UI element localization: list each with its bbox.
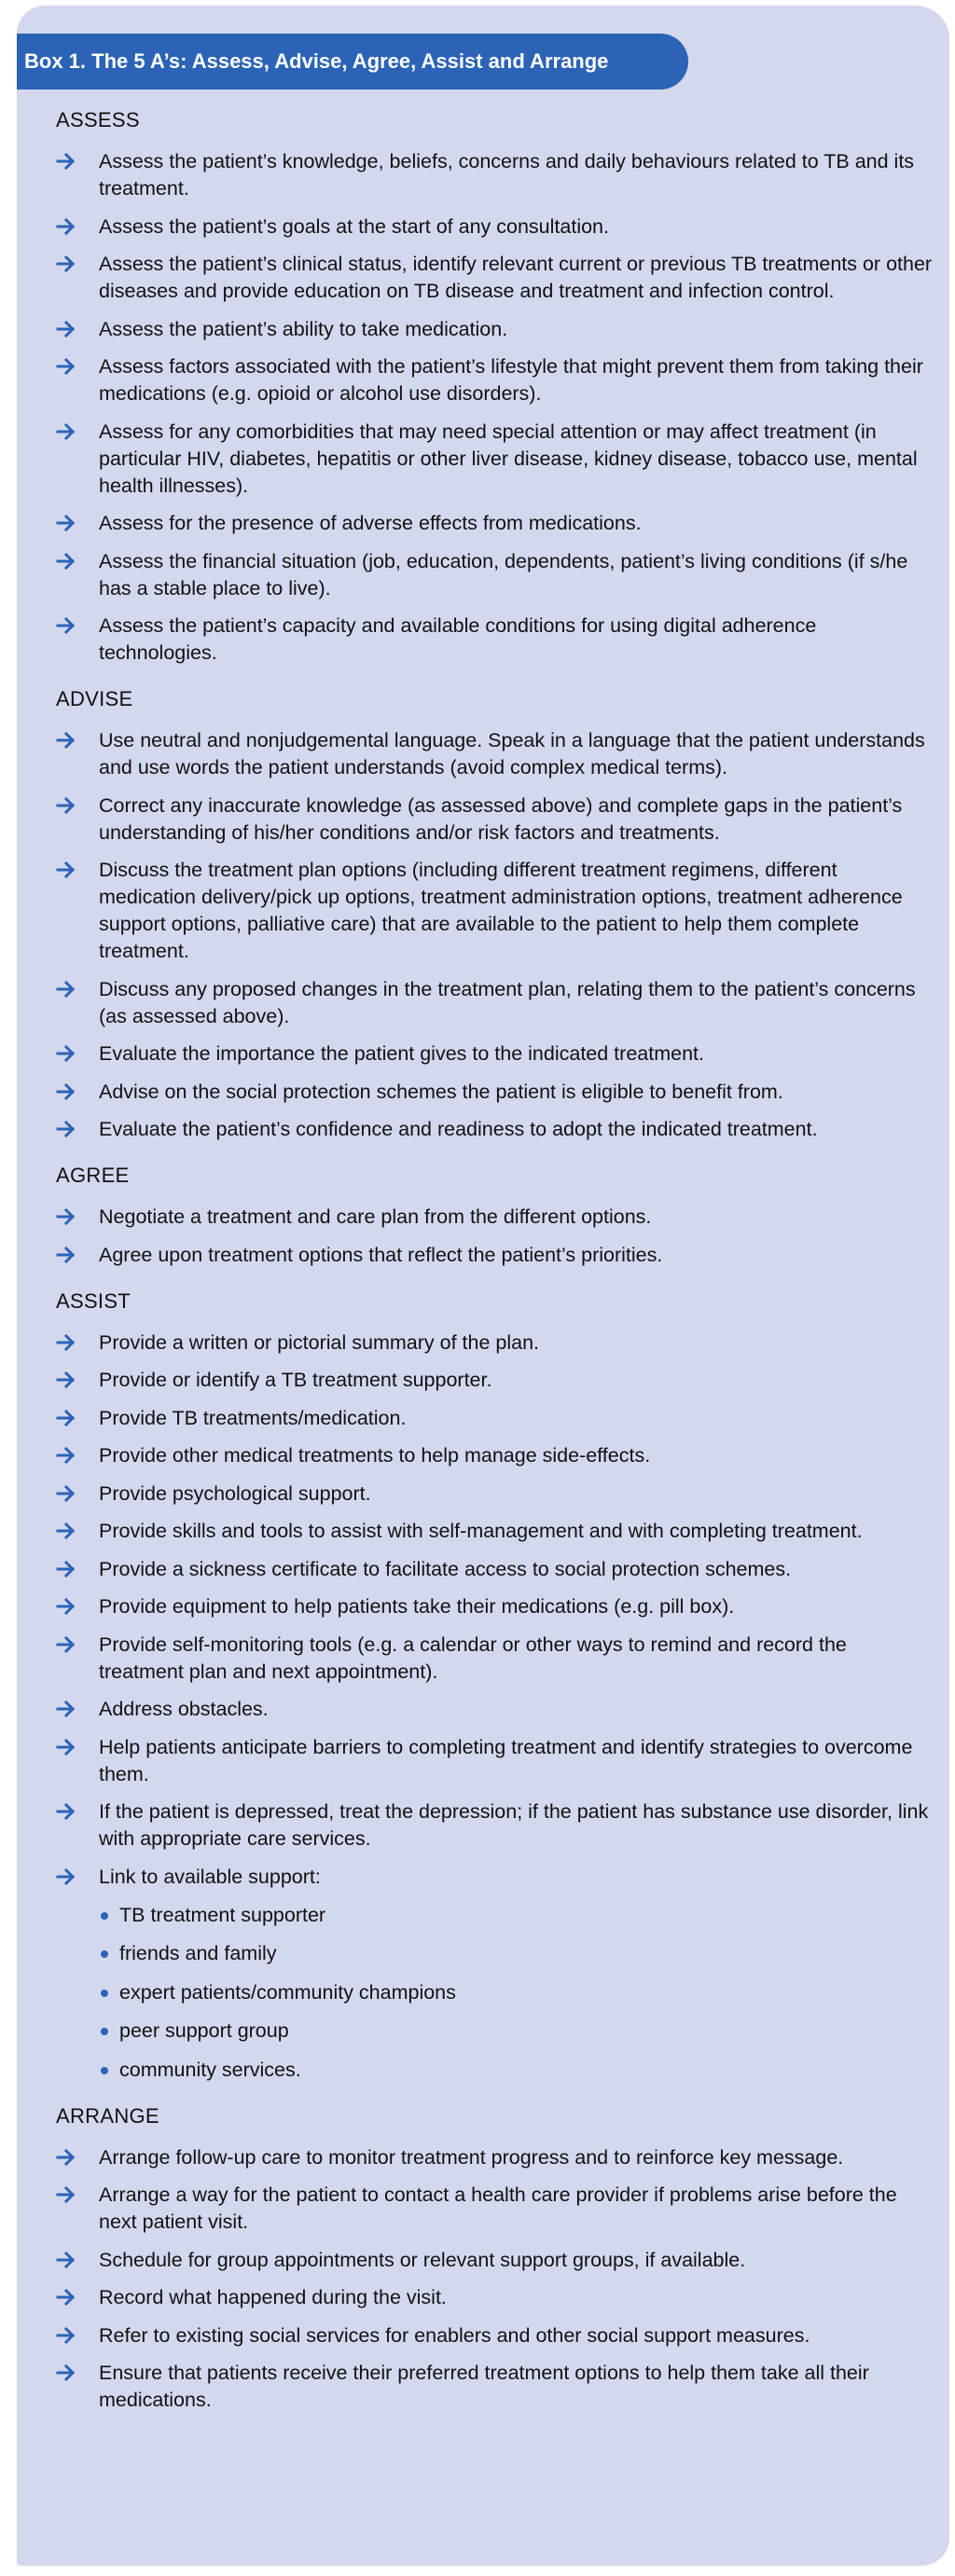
arrow-right-icon — [56, 255, 76, 273]
arrow-right-icon — [56, 1082, 76, 1101]
list-item — [56, 2144, 933, 2171]
arrow-right-icon — [56, 1246, 76, 1264]
list-item — [56, 316, 933, 343]
arrow-right-icon — [56, 2251, 76, 2269]
section-assist — [56, 1288, 933, 2084]
arrow-right-icon — [56, 731, 76, 750]
item-text: Assess the patient’s capacity and available conditions for using digital adherence technologies. — [99, 614, 817, 664]
item-text: Use neutral and nonjudgemental language. Speak in a language that the patient understands and use words the patient understands (avoid complex medical terms). — [99, 729, 925, 778]
list-item — [56, 1593, 933, 1620]
arrow-right-icon — [56, 320, 76, 338]
sub-list-item — [99, 1940, 933, 1967]
item-text: Provide skills and tools to assist with self-management and with completing treatment. — [99, 1520, 863, 1542]
list-item — [56, 857, 933, 965]
item-text: Record what happened during the visit. — [99, 2286, 447, 2308]
list-item — [56, 976, 933, 1030]
list-item — [56, 1518, 933, 1545]
section-heading: ASSIST — [56, 1288, 131, 1313]
item-list — [56, 1204, 933, 1269]
bullet-dot-icon — [101, 2028, 108, 2035]
bullet-dot-icon — [101, 1990, 108, 1997]
list-item — [56, 613, 933, 667]
item-text: Assess the financial situation (job, education, dependents, patient’s living conditions (if s/he has a stable place to live). — [99, 549, 908, 599]
item-text: Provide equipment to help patients take their medications (e.g. pill box). — [99, 1595, 735, 1618]
item-text: Assess the patient’s clinical status, identify relevant current or previous TB treatments or other diseases and provide education on TB disease and treatment and infection control. — [99, 253, 933, 302]
item-text: Assess for the presence of adverse effects from medications. — [99, 512, 642, 534]
section-heading: ARRANGE — [56, 2103, 159, 2128]
arrow-right-icon — [56, 861, 76, 879]
list-item — [56, 251, 933, 305]
sub-list — [99, 1902, 933, 2084]
sub-list-item — [99, 1902, 933, 1929]
item-list — [56, 2144, 933, 2415]
list-item — [56, 1116, 933, 1143]
item-text: Negotiate a treatment and care plan from the different options. — [99, 1205, 652, 1228]
arrow-right-icon — [56, 2148, 76, 2167]
info-box — [17, 6, 949, 2566]
sub-item-text: expert patients/community champions — [119, 1980, 456, 2004]
bullet-dot-icon — [101, 1912, 108, 1920]
arrow-right-icon — [56, 217, 76, 236]
item-text: Evaluate the patient’s confidence and readiness to adopt the indicated treatment. — [99, 1118, 818, 1140]
list-item — [56, 1367, 933, 1394]
list-item — [56, 1864, 933, 2084]
list-item — [56, 1632, 933, 1686]
arrow-right-icon — [56, 1802, 76, 1821]
arrow-right-icon — [56, 1333, 76, 1352]
section-arrange — [56, 2102, 933, 2415]
bullet-dot-icon — [101, 1950, 108, 1958]
arrow-right-icon — [56, 1597, 76, 1616]
box-content — [56, 106, 933, 2432]
arrow-right-icon — [56, 1867, 76, 1886]
item-text: Provide a sickness certificate to facilitate access to social protection schemes. — [99, 1557, 792, 1580]
bullet-dot-icon — [101, 2067, 108, 2074]
section-advise — [56, 685, 933, 1143]
arrow-right-icon — [56, 2185, 76, 2204]
arrow-right-icon — [56, 2326, 76, 2345]
list-item — [56, 1040, 933, 1068]
item-text: Agree upon treatment options that reflect the patient’s priorities. — [99, 1243, 663, 1266]
item-text: Provide psychological support. — [99, 1481, 371, 1505]
sub-list-item — [99, 2057, 933, 2084]
sub-item-text: friends and family — [119, 1942, 277, 1964]
list-item — [56, 1329, 933, 1357]
item-text: Provide TB treatments/medication. — [99, 1406, 407, 1429]
arrow-right-icon — [56, 1484, 76, 1503]
arrow-right-icon — [56, 152, 76, 171]
section-heading: ASSESS — [56, 108, 140, 131]
arrow-right-icon — [56, 514, 76, 532]
list-item — [56, 1204, 933, 1231]
arrow-right-icon — [56, 1371, 76, 1389]
item-text: Arrange follow-up care to monitor treatment progress and to reinforce key message. — [99, 2145, 844, 2169]
list-item — [56, 2247, 933, 2274]
list-item — [56, 1442, 933, 1469]
item-text: Refer to existing social services for enablers and other social support measures. — [99, 2323, 810, 2347]
item-text: Assess the patient’s knowledge, beliefs, concerns and daily behaviours related to TB and its treatment. — [99, 150, 915, 200]
list-item — [56, 510, 933, 537]
item-text: Link to available support: — [99, 1865, 321, 1888]
item-text: Assess for any comorbidities that may need special attention or may affect treatment (in particular HIV, diabetes, hepatitis or other liver disease, kidney disease, tobacco use, mental health illnesses). — [99, 420, 918, 497]
item-text: Discuss the treatment plan options (including different treatment regimens, different medication delivery/pick up options, treatment administration options, treatment adherence support options, palliative care) that are available to the patient to help them complete treatment. — [99, 859, 903, 962]
item-list — [56, 727, 933, 1143]
arrow-right-icon — [56, 1738, 76, 1756]
sub-item-text: peer support group — [119, 2019, 289, 2042]
sub-item-text: TB treatment supporter — [119, 1903, 326, 1926]
item-text: Provide or identify a TB treatment supporter. — [99, 1369, 492, 1391]
section-heading: AGREE — [56, 1164, 130, 1187]
list-item — [56, 353, 933, 407]
list-item — [56, 548, 933, 602]
item-text: Address obstacles. — [99, 1698, 269, 1720]
list-item — [56, 2284, 933, 2311]
arrow-right-icon — [56, 1120, 76, 1138]
list-item — [56, 1405, 933, 1432]
item-text: If the patient is depressed, treat the depression; if the patient has substance use disorder, link with appropriate care services. — [99, 1800, 929, 1850]
list-item — [56, 214, 933, 241]
arrow-right-icon — [56, 552, 76, 571]
sub-list-item — [99, 1979, 933, 2006]
item-text: Discuss any proposed changes in the treatment plan, relating them to the patient’s concerns (as assessed above). — [99, 977, 916, 1027]
list-item — [56, 727, 933, 781]
item-text: Provide self-monitoring tools (e.g. a calendar or other ways to remind and record the treatment plan and next appointment). — [99, 1632, 847, 1683]
item-text: Provide other medical treatments to help manage side-effects. — [99, 1444, 651, 1467]
arrow-right-icon — [56, 1044, 76, 1063]
list-item — [56, 1556, 933, 1583]
arrow-right-icon — [56, 1409, 76, 1427]
arrow-right-icon — [56, 1560, 76, 1578]
list-item — [56, 1798, 933, 1853]
item-text: Assess factors associated with the patient’s lifestyle that might prevent them from taking their medications (e.g. opioid or alcohol use disorders). — [99, 355, 923, 405]
arrow-right-icon — [56, 1522, 76, 1540]
section-agree — [56, 1162, 933, 1269]
item-text: Advise on the social protection schemes the patient is eligible to benefit from. — [99, 1080, 783, 1103]
arrow-right-icon — [56, 357, 76, 376]
list-item — [56, 1696, 933, 1723]
sub-item-text: community services. — [119, 2058, 301, 2081]
arrow-right-icon — [56, 1700, 76, 1718]
item-text: Assess the patient’s ability to take medication. — [99, 317, 508, 340]
arrow-right-icon — [56, 980, 76, 999]
arrow-right-icon — [56, 422, 76, 441]
arrow-right-icon — [56, 1446, 76, 1465]
list-item — [56, 2322, 933, 2349]
section-assess — [56, 106, 933, 667]
list-item — [56, 148, 933, 202]
arrow-right-icon — [56, 2288, 76, 2307]
list-item — [56, 2182, 933, 2236]
sub-list-item — [99, 2018, 933, 2045]
arrow-right-icon — [56, 2363, 76, 2382]
section-heading: ADVISE — [56, 687, 133, 710]
arrow-right-icon — [56, 1207, 76, 1226]
arrow-right-icon — [56, 616, 76, 635]
item-text: Ensure that patients receive their preferred treatment options to help them take all their medications. — [99, 2362, 869, 2411]
arrow-right-icon — [56, 796, 76, 815]
item-text: Help patients anticipate barriers to completing treatment and identify strategies to overcome them. — [99, 1735, 913, 1785]
item-list — [56, 148, 933, 667]
box-title: Box 1. The 5 A’s: Assess, Advise, Agree, Assist and Arrange — [17, 34, 688, 90]
item-list — [56, 1329, 933, 2084]
item-text: Schedule for group appointments or relevant support groups, if available. — [99, 2248, 746, 2271]
list-item — [56, 792, 933, 847]
list-item — [56, 1481, 933, 1508]
list-item — [56, 1734, 933, 1788]
list-item — [56, 419, 933, 500]
list-item — [56, 2360, 933, 2414]
item-text: Provide a written or pictorial summary of the plan. — [99, 1330, 540, 1354]
arrow-right-icon — [56, 1635, 76, 1654]
item-text: Evaluate the importance the patient gives to the indicated treatment. — [99, 1042, 704, 1065]
item-text: Correct any inaccurate knowledge (as assessed above) and complete gaps in the patient’s understanding of his/her conditions and/or risk factors and treatments. — [99, 793, 903, 844]
item-text: Assess the patient’s goals at the start of any consultation. — [99, 214, 609, 238]
list-item — [56, 1242, 933, 1269]
item-text: Arrange a way for the patient to contact a health care provider if problems arise before the next patient visit. — [99, 2183, 897, 2233]
list-item — [56, 1079, 933, 1106]
